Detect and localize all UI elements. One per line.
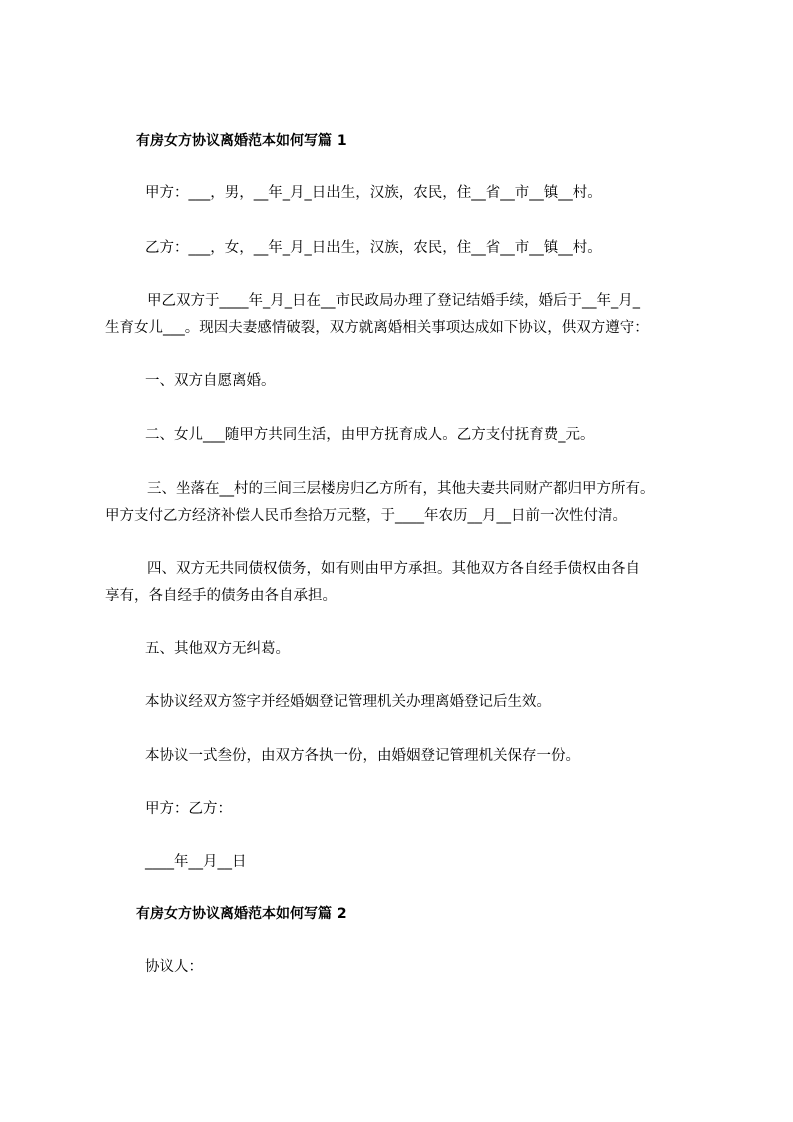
- agreement-party: 协议人：: [145, 959, 203, 975]
- party-b-info: 乙方：___，女，__年_月_日出生，汉族，农民，住__省__市__镇__村。: [145, 240, 602, 256]
- date-line: ____年__月__日: [145, 854, 247, 870]
- section1-title: 有房女方协议离婚范本如何写篇 1: [136, 133, 347, 149]
- clause-4-line-1: 四、双方无共同债权债务，如有则由甲方承担。其他双方各自经手债权由各自: [147, 561, 640, 577]
- signature-line: 甲方：乙方：: [145, 801, 232, 817]
- copies-clause: 本协议一式叁份，由双方各执一份，由婚姻登记管理机关保存一份。: [145, 748, 580, 764]
- section2-title: 有房女方协议离婚范本如何写篇 2: [136, 906, 347, 922]
- clause-3-line-2: 甲方支付乙方经济补偿人民币叁拾万元整，于____年农历__月__日前一次性付清。: [105, 508, 627, 524]
- effect-clause: 本协议经双方签字并经婚姻登记管理机关办理离婚登记后生效。: [145, 694, 551, 710]
- clause-3-line-1: 三、坐落在__村的三间三层楼房归乙方所有，其他夫妻共同财产都归甲方所有。: [147, 481, 655, 497]
- preamble-line-2: 生育女儿___。现因夫妻感情破裂，双方就离婚相关事项达成如下协议，供双方遵守：: [105, 320, 649, 336]
- clause-1: 一、双方自愿离婚。: [145, 373, 276, 389]
- clause-4-line-2: 享有，各自经手的债务由各自承担。: [105, 588, 337, 604]
- preamble-line-1: 甲乙双方于____年_月_日在__市民政局办理了登记结婚手续，婚后于__年_月_: [147, 293, 640, 309]
- clause-5: 五、其他双方无纠葛。: [145, 641, 290, 657]
- clause-2: 二、女儿___随甲方共同生活，由甲方抚育成人。乙方支付抚育费_元。: [145, 427, 595, 443]
- party-a-info: 甲方：___，男，__年_月_日出生，汉族，农民，住__省__市__镇__村。: [145, 185, 602, 201]
